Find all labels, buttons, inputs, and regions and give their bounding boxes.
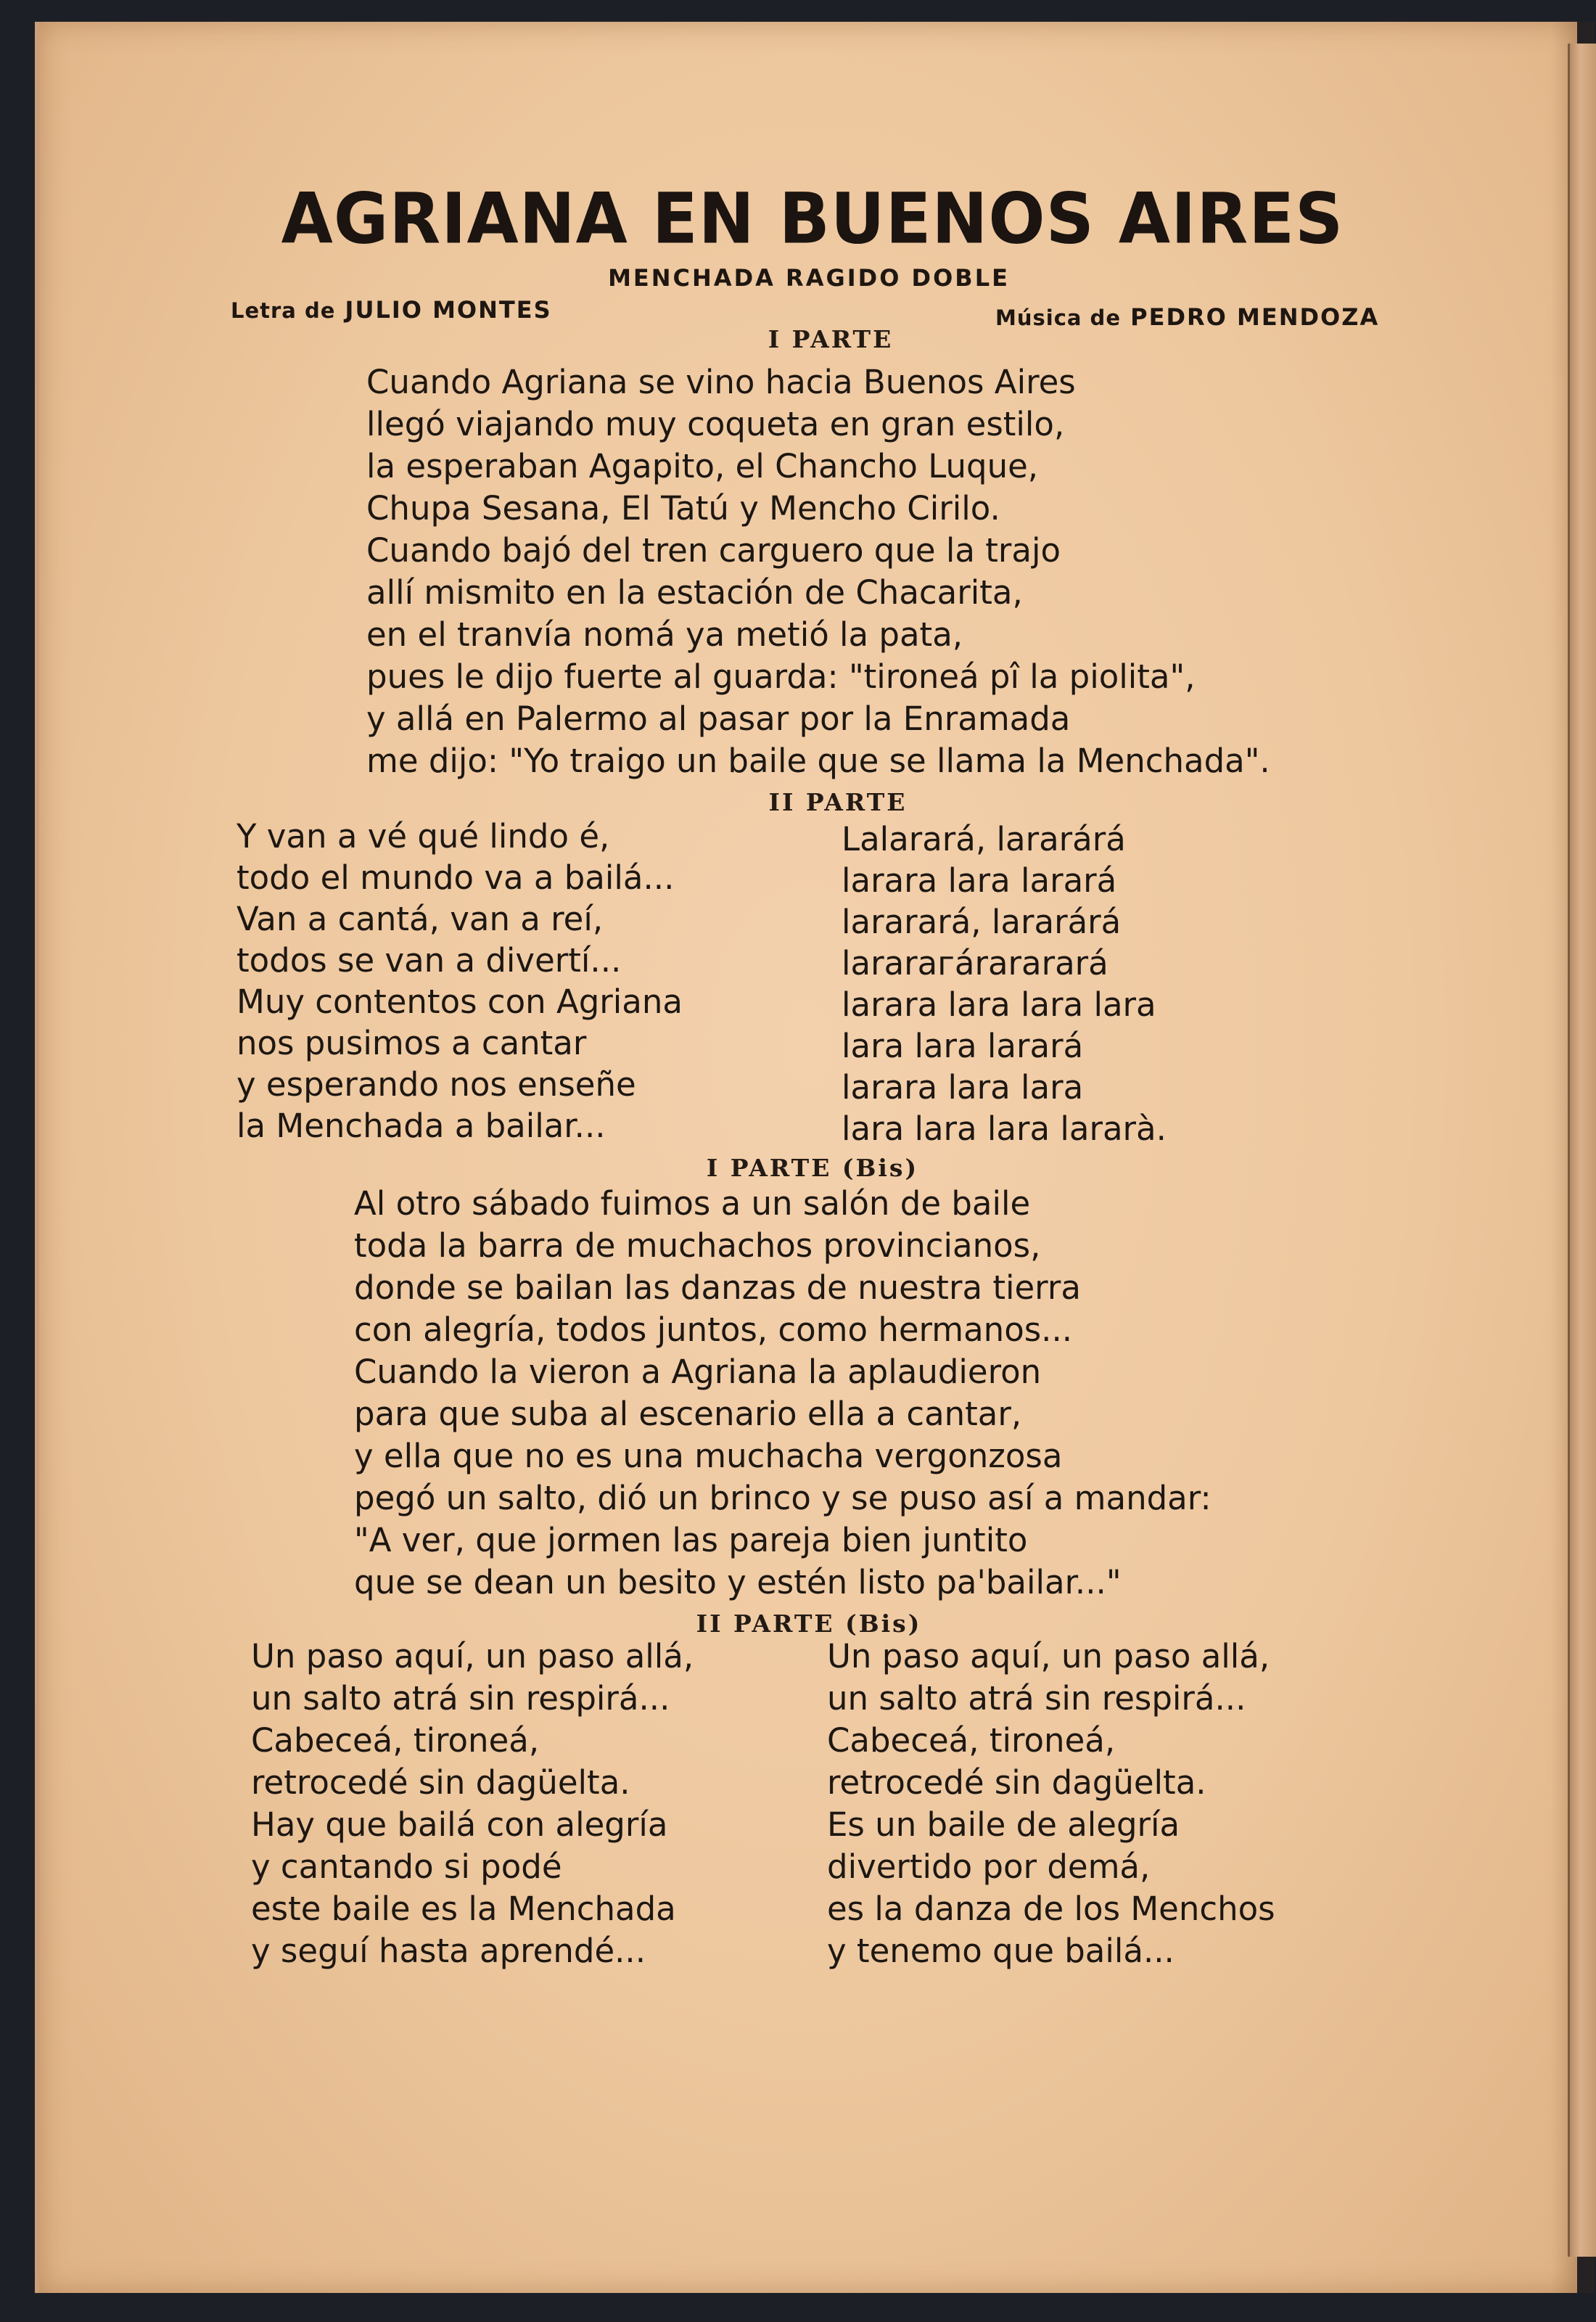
verse-line: retrocedé sin dagüelta. xyxy=(251,1763,630,1802)
verse-line: un salto atrá sin respirá... xyxy=(251,1679,670,1718)
song-title: AGRIANA EN BUENOS AIRES xyxy=(281,178,1344,260)
verse-part2-left xyxy=(236,816,683,1146)
verse-line: todos se van a divertí... xyxy=(236,941,622,980)
verse-line: llegó viajando muy coqueta en gran estilo, xyxy=(366,405,1065,443)
verse-line: nos pusimos a cantar xyxy=(236,1024,587,1062)
verse-line: es la danza de los Menchos xyxy=(827,1890,1275,1928)
verse-line: larara lara lara xyxy=(842,1068,1084,1107)
verse-line: un salto atrá sin respirá... xyxy=(827,1679,1246,1718)
verse-line: que se dean un besito y estén listo pa'bailar..." xyxy=(354,1563,1122,1601)
verse-line: y allá en Palermo al pasar por la Enramada xyxy=(366,700,1071,738)
song-subtitle: MENCHADA RAGIDO DOBLE xyxy=(608,264,1010,292)
verse-line: allí mismito en la estación de Chacarita, xyxy=(366,573,1023,612)
verse-line: larara lara lara lara xyxy=(842,985,1156,1024)
music-credit-name: PEDRO MENDOZA xyxy=(1130,303,1380,331)
verse-line: Es un baile de alegría xyxy=(827,1805,1180,1844)
music-credit-prefix: Música de xyxy=(995,305,1121,330)
verse-line: Un paso aquí, un paso allá, xyxy=(827,1637,1270,1675)
verse-line: Cuando bajó del tren carguero que la trajo xyxy=(366,531,1061,570)
verse-line: Al otro sábado fuimos a un salón de baile xyxy=(354,1184,1031,1223)
lyrics-credit-prefix: Letra de xyxy=(231,298,336,323)
verse-line: la esperaban Agapito, el Chancho Luque, xyxy=(366,447,1039,485)
verse-part2-right xyxy=(842,819,1167,1149)
verse-line: divertido por demá, xyxy=(827,1847,1151,1886)
verse-line: todo el mundo va a bailá... xyxy=(236,858,675,897)
verse-line: me dijo: "Yo traigo un baile que se llama la Menchada". xyxy=(366,742,1270,780)
lyrics-credit xyxy=(231,296,552,324)
verse-line: y tenemo que bailá... xyxy=(827,1932,1175,1970)
verse-line: para que suba al escenario ella a cantar, xyxy=(354,1395,1022,1433)
verse-line: y cantando si podé xyxy=(251,1847,562,1886)
verse-part2-bis-right xyxy=(827,1636,1275,1972)
verse-line: Cabeceá, tironeá, xyxy=(251,1721,540,1760)
verse-line: Cabeceá, tironeá, xyxy=(827,1721,1116,1760)
verse-line: donde se bailan las danzas de nuestra tierra xyxy=(354,1268,1081,1307)
verse-line: y esperando nos enseñe xyxy=(236,1065,636,1104)
section-heading-part2: II PARTE xyxy=(768,788,908,816)
verse-line: Un paso aquí, un paso allá, xyxy=(251,1637,694,1675)
verse-part1 xyxy=(366,361,1270,782)
verse-line: Cuando Agriana se vino hacia Buenos Aires xyxy=(366,363,1076,401)
section-heading-part1-bis: I PARTE (Bis) xyxy=(706,1154,919,1182)
lyrics-credit-name: JULIO MONTES xyxy=(345,296,552,324)
verse-line: lara lara lara lararà. xyxy=(842,1109,1167,1148)
verse-line: y ella que no es una muchacha vergonzosa xyxy=(354,1437,1063,1475)
verse-line: larara lara larará xyxy=(842,861,1117,900)
verse-line: pues le dijo fuerte al guarda: "tironeá pî la piolita", xyxy=(366,657,1196,696)
verse-line: lara lara larará xyxy=(842,1027,1084,1065)
verse-line: este baile es la Menchada xyxy=(251,1890,676,1928)
verse-line: Chupa Sesana, El Tatú y Mencho Cirilo. xyxy=(366,489,1000,528)
verse-line: la Menchada a bailar... xyxy=(236,1107,606,1145)
verse-part2-bis-left xyxy=(251,1636,694,1972)
verse-line: Lalarará, lararárá xyxy=(842,820,1126,858)
verse-line: en el tranvía nomá ya metió la pata, xyxy=(366,615,963,654)
verse-line: Muy contentos con Agriana xyxy=(236,982,683,1021)
verse-line: Cuando la vieron a Agriana la aplaudieron xyxy=(354,1353,1042,1391)
verse-line: retrocedé sin dagüelta. xyxy=(827,1763,1206,1802)
section-heading-part2-bis: II PARTE (Bis) xyxy=(696,1609,922,1638)
next-page-edge xyxy=(1568,44,1596,2257)
section-heading-part1: I PARTE xyxy=(768,325,894,353)
verse-line: Van a cantá, van a reí, xyxy=(236,900,604,938)
verse-line: toda la barra de muchachos provincianos, xyxy=(354,1226,1041,1265)
verse-line: lararaгárararará xyxy=(842,944,1108,982)
verse-line: pegó un salto, dió un brinco y se puso así a mandar: xyxy=(354,1479,1212,1517)
verse-part1-bis xyxy=(354,1183,1212,1604)
verse-line: Y van a vé qué lindo é, xyxy=(236,817,610,856)
verse-line: "A ver, que jormen las pareja bien juntito xyxy=(354,1521,1028,1559)
verse-line: Hay que bailá con alegría xyxy=(251,1805,668,1844)
verse-line: con alegría, todos juntos, como hermanos... xyxy=(354,1310,1073,1349)
verse-line: y seguí hasta aprendé... xyxy=(251,1932,646,1970)
verse-line: lararará, lararárá xyxy=(842,903,1122,941)
